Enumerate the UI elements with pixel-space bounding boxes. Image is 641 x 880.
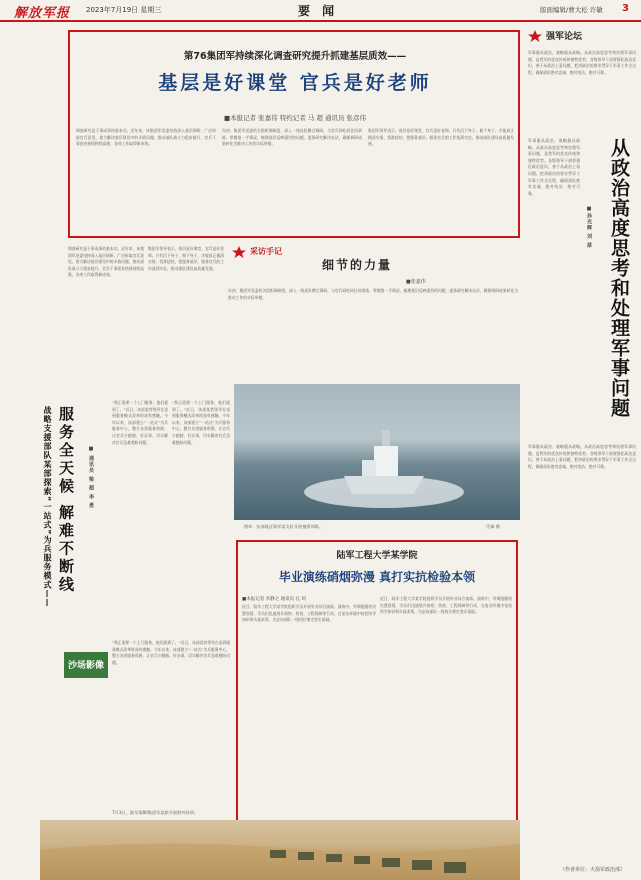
lead-column-2: 年初，集团军党委机关组织调研组，深入一线连队蹲点调研，与官兵同吃同住同训练，掌握第一手情况，梳理基层反映强烈的问题，逐条研究解决办法，确保调研成果转化为推动工作的实际举措。 <box>222 128 362 147</box>
opinion-label: 强军论坛 <box>546 32 583 42</box>
issue-date: 2023年7月19日 星期三 <box>86 6 162 14</box>
middle-left-body: “我正需要一个上门服务，他们就到了。”近日，该部某营领导在谈到服务模式改革时深有感触。今年以来，该部建立“一站式”为兵服务中心，整合各类服务资源，让官兵少跑腿、好办事，切实解决官兵急难愁盼问题。 <box>112 640 230 665</box>
sub-label: 采访手记 <box>250 247 282 256</box>
lead-column-1: 调查研究是干事成事的基本功。近年来，该集团军党委坚持深入基层调研，广泛听取官兵意见，着力解决基层建设中的矛盾问题，推动部队战斗力稳步提升，官兵干事创业热情持续高涨，各项工作取得新成效。 <box>76 128 216 147</box>
desert-photo <box>40 820 520 880</box>
opinion-footnote: （作者单位：火箭军政治部） <box>560 867 626 873</box>
masthead <box>0 0 641 22</box>
lead-kicker: 第76集团军持续深化调查研究提升抓建基层质效—— <box>183 51 407 62</box>
ship-caption: 图①：东部战区海军某支队开展拖带训练。 <box>244 524 324 529</box>
opinion-intro: 军事服从政治，战略服从政略。从政治高度思考和处理军事问题，是我军的优良传统和独特优势。各级领导干部要强化政治意识，善于从政治上看问题，把讲政治的要求贯穿于军事工作全过程，确保部队绝对忠诚、绝对纯洁、绝对可靠。 <box>528 50 636 75</box>
section-name: 要 闻 <box>298 4 339 18</box>
newspaper-logo: 解放军报 <box>14 6 71 21</box>
academy-body-2: 近日，陆军工程大学某学院组织学员开展毕业综合演练。演练中，导调组随机设置敌情，学员们迅速展开侦察、伪装、工程保障等行动，在复杂环境中检验所学知识和实战本领，为走向部队一线岗位奠定坚实基础。 <box>380 596 512 615</box>
feature-headline: 服务全天候 解难不断线 <box>57 406 75 595</box>
opinion-author: ■孙光辉 刘 厚 <box>586 206 592 249</box>
sub-byline: ■张嘉伟 <box>406 279 426 285</box>
lead-byline: ■本报记者 张嘉伟 特约记者 马 超 通讯员 张彦伟 <box>223 114 367 122</box>
ship-illustration <box>234 384 520 520</box>
lead-column-3: 集团军领导表示，基层是好课堂，官兵是好老师。只有沉下身子、俯下身子，才能真正摸清实情、找准症结，把服务基层、服务官兵的工作落到实处，推动部队建设高质量发展。 <box>368 128 514 147</box>
lead-headline: 基层是好课堂 官兵是好老师 <box>158 72 432 94</box>
opinion-label-box <box>528 28 636 44</box>
opinion-title: 从政治高度思考和处理军事问题 <box>608 138 630 418</box>
academy-kicker: 陆军工程大学某学院 <box>336 551 418 561</box>
feature-body-2: “我正需要一个上门服务，他们就到了。”近日，该部某营领导在谈到服务模式改革时深有感触。今年以来，该部建立“一站式”为兵服务中心，整合各类服务资源，让官兵少跑腿、好办事，切实解决官兵急难愁盼问题。 <box>172 400 230 445</box>
photo-section-badge <box>64 652 108 678</box>
star-icon <box>528 30 542 42</box>
sub-headline: 细节的力量 <box>322 258 393 272</box>
edition-editors: 版面编辑/曹大松 许敏 <box>540 6 603 14</box>
star-icon <box>232 246 246 258</box>
feature-kicker: 战略支援部队某部探索“一站式”为兵服务模式—— <box>43 406 52 608</box>
left-column-1: 调查研究是干事成事的基本功。近年来，该集团军党委坚持深入基层调研，广泛听取官兵意见，着力解决基层建设中的矛盾问题，推动部队战斗力稳步提升，官兵干事创业热情持续高涨，各项工作取得新成效。 <box>68 246 144 278</box>
ship-photo <box>234 384 520 520</box>
desert-caption: 7月3日，陆军第80集团军某旅开展野外驻训。 <box>112 810 199 815</box>
ship-credit: 代娣 摄 <box>486 524 500 529</box>
convoy-illustration <box>40 820 520 880</box>
academy-body-1: 近日，陆军工程大学某学院组织学员开展毕业综合演练。演练中，导调组随机设置敌情，学员们迅速展开侦察、伪装、工程保障等行动，在复杂环境中检验所学知识和实战本领，为走向部队一线岗位奠定坚实基础。 <box>242 604 376 623</box>
left-column-2: 集团军领导表示，基层是好课堂，官兵是好老师。只有沉下身子、俯下身子，才能真正摸清实情、找准症结，把服务基层、服务官兵的工作落到实处，推动部队建设高质量发展。 <box>148 246 224 271</box>
page-number: 3 <box>622 3 629 14</box>
opinion-body: 军事服从政治，战略服从政略。从政治高度思考和处理军事问题，是我军的优良传统和独特优势。各级领导干部要强化政治意识，善于从政治上看问题，把讲政治的要求贯穿于军事工作全过程，确保部队绝对忠诚、绝对纯洁、绝对可靠。 <box>528 444 636 469</box>
sub-label-box <box>232 244 296 260</box>
feature-byline: ■ 通讯员 梁 超 李 勇 <box>88 446 94 509</box>
opinion-body-top: 军事服从政治，战略服从政略。从政治高度思考和处理军事问题，是我军的优良传统和独特优势。各级领导干部要强化政治意识，善于从政治上看问题，把讲政治的要求贯穿于军事工作全过程，确保部队绝对忠诚、绝对纯洁、绝对可靠。 <box>528 138 580 196</box>
academy-byline: ■本报记者 李静之 通讯员 孔 珂 <box>242 597 306 602</box>
feature-body-1: “我正需要一个上门服务，他们就到了。”近日，该部某营领导在谈到服务模式改革时深有感触。今年以来，该部建立“一站式”为兵服务中心，整合各类服务资源，让官兵少跑腿、好办事，切实解决官兵急难愁盼问题。 <box>112 400 168 445</box>
sub-body: 年初，集团军党委机关组织调研组，深入一线连队蹲点调研，与官兵同吃同住同训练，掌握第一手情况，梳理基层反映强烈的问题，逐条研究解决办法，确保调研成果转化为推动工作的实际举措。 <box>228 288 518 300</box>
badge-label: 沙场影像 <box>68 661 105 671</box>
academy-headline: 毕业演练硝烟弥漫 真打实抗检验本领 <box>278 570 476 584</box>
